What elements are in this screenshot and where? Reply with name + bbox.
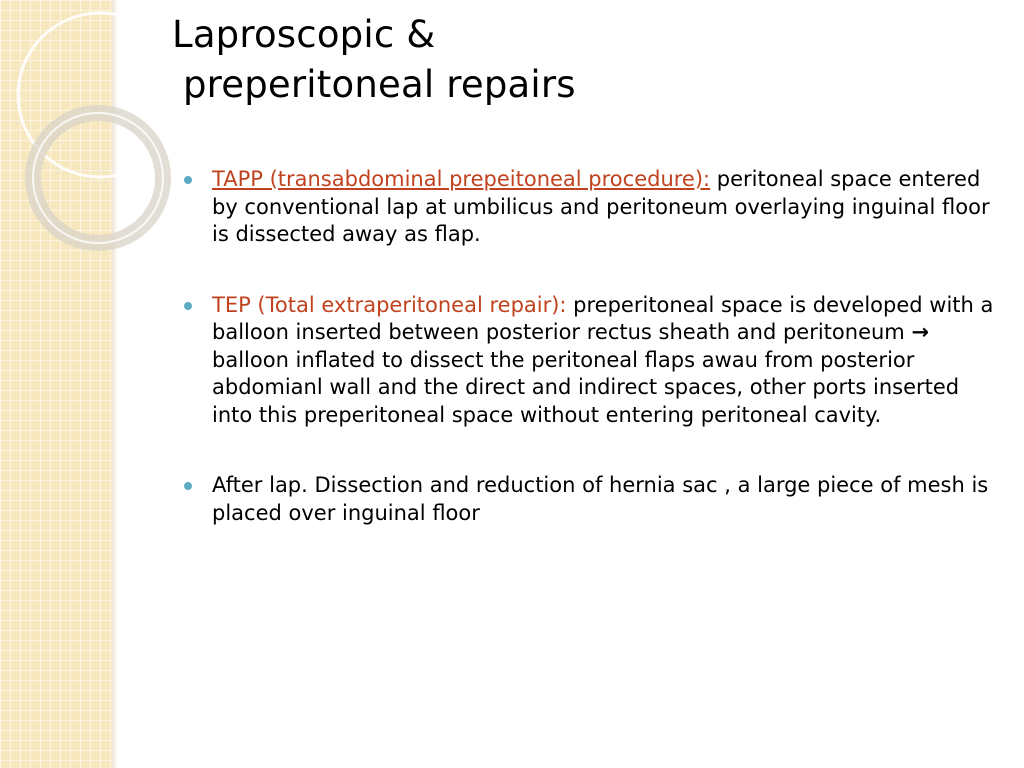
slide-title <box>172 10 576 110</box>
bullet-list <box>180 166 995 527</box>
tep-description-part-2: balloon inflated to dissect the peritoneal flaps awau from posterior abdomianl wall and the direct and indirect spaces, other ports inserted into this preperitoneal space without entering peritoneal cavity. <box>212 347 960 427</box>
tep-term: TEP (Total extraperitoneal repair): <box>212 292 567 317</box>
bullet-tep <box>180 292 995 430</box>
after-lap-description: After lap. Dissection and reduction of hernia sac , a large piece of mesh is placed over inguinal floor <box>212 473 989 525</box>
bullet-tapp <box>180 166 995 249</box>
tapp-description: peritoneal space entered by conventional lap at umbilicus and peritoneum overlaying inguinal floor is dissected away as flap. <box>212 167 990 246</box>
slide-title-line-1: Laproscopic & <box>172 13 436 56</box>
tep-description-part-1: preperitoneal space is developed with a balloon inserted between posterior rectus sheath and peritoneum <box>212 292 994 344</box>
right-arrow-icon: → <box>911 320 930 344</box>
bullet-after-lap <box>180 472 995 527</box>
bullet-dot-icon <box>184 176 192 184</box>
bullet-dot-icon <box>184 482 192 490</box>
slide-title-line-2: preperitoneal repairs <box>183 63 576 106</box>
bullet-dot-icon <box>184 302 192 310</box>
tapp-term-link[interactable]: TAPP (transabdominal prepeitoneal procedure): <box>212 167 711 191</box>
